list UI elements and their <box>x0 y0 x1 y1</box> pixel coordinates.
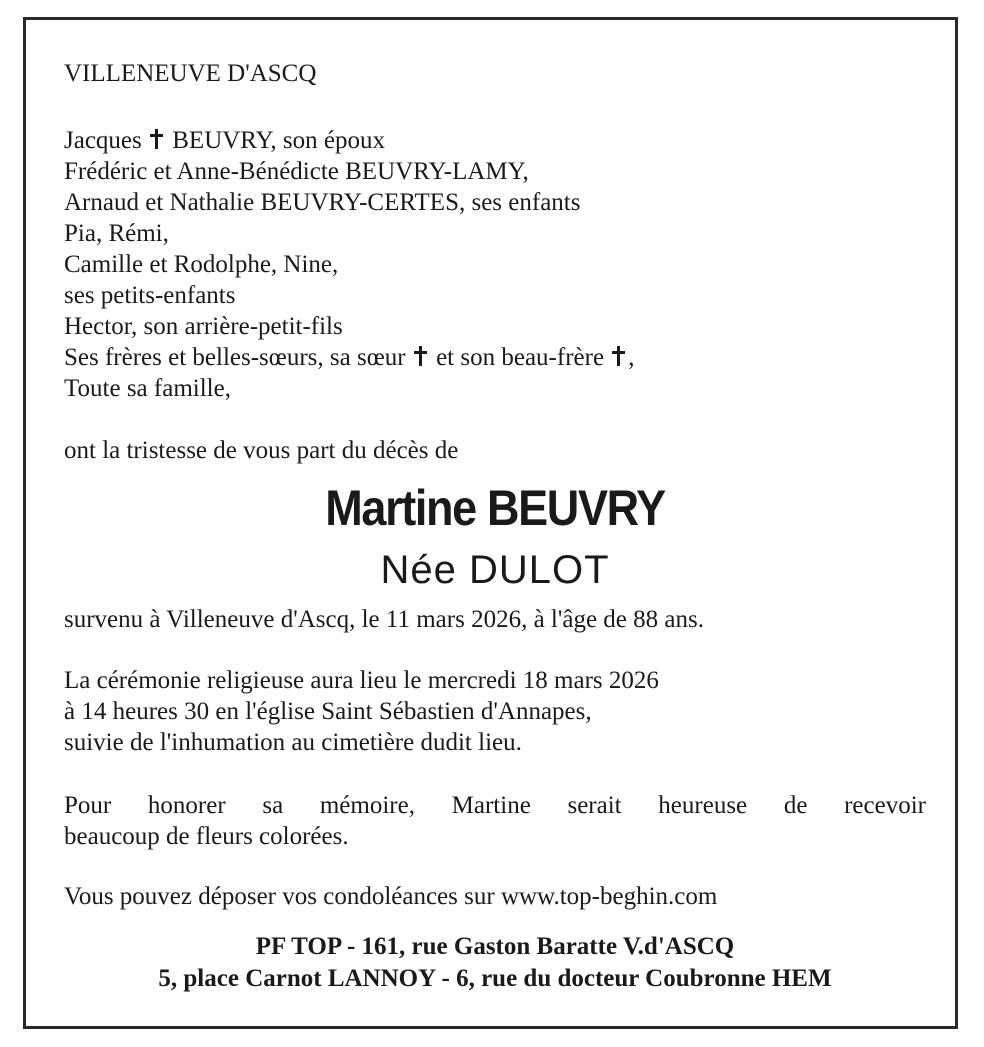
death-details: survenu à Villeneuve d'Ascq, le 11 mars 2026, à l'âge de 88 ans. <box>64 606 704 633</box>
cross-icon <box>612 346 626 366</box>
ceremony-line: La cérémonie religieuse aura lieu le mercredi 18 mars 2026 <box>64 667 659 694</box>
ceremony-details <box>64 665 926 758</box>
maiden-name: Née DULOT <box>380 548 610 592</box>
family-line-siblings <box>64 342 926 373</box>
announcement-intro: ont la tristesse de vous part du décès de <box>64 437 459 464</box>
family-line: Hector, son arrière-petit-fils <box>64 313 343 340</box>
funeral-home-info <box>64 931 926 995</box>
town-heading: VILLENEUVE D'ASCQ <box>64 60 317 87</box>
siblings-text: Ses frères et belles-sœurs, sa sœur <box>64 344 406 371</box>
tribute-line: beaucoup de fleurs colorées. <box>64 823 349 850</box>
cross-icon <box>414 346 428 366</box>
family-line: Arnaud et Nathalie BEUVRY-CERTES, ses enfants <box>64 189 581 216</box>
brother-in-law-text: et son beau-frère <box>436 344 605 371</box>
tribute-paragraph <box>64 790 926 852</box>
spouse-detail: BEUVRY, son époux <box>172 127 386 154</box>
siblings-comma: , <box>628 344 635 371</box>
ceremony-line: à 14 heures 30 en l'église Saint Sébastien d'Annapes, <box>64 698 592 725</box>
condolences-note: Vous pouvez déposer vos condoléances sur www.top-beghin.com <box>64 883 718 910</box>
tribute-line: Pour honorer sa mémoire, Martine serait heureuse de recevoir <box>64 792 926 819</box>
family-line: ses petits-enfants <box>64 282 236 309</box>
funeral-home-line: PF TOP - 161, rue Gaston Baratte V.d'ASCQ <box>255 933 735 960</box>
family-line: Frédéric et Anne-Bénédicte BEUVRY-LAMY, <box>64 158 529 185</box>
funeral-home-line: 5, place Carnot LANNOY - 6, rue du docteur Coubronne HEM <box>158 965 832 992</box>
cross-icon <box>150 129 164 149</box>
family-line: Toute sa famille, <box>64 375 231 402</box>
spouse-first-name: Jacques <box>64 127 142 154</box>
family-list <box>64 125 926 404</box>
deceased-name: Martine BEUVRY <box>325 480 665 536</box>
ceremony-line: suivie de l'inhumation au cimetière dudit lieu. <box>64 729 522 756</box>
family-line: Pia, Rémi, <box>64 220 169 247</box>
family-line: Camille et Rodolphe, Nine, <box>64 251 339 278</box>
obituary-frame <box>23 17 958 1029</box>
family-line-spouse <box>64 125 926 156</box>
obituary-content <box>64 20 926 995</box>
